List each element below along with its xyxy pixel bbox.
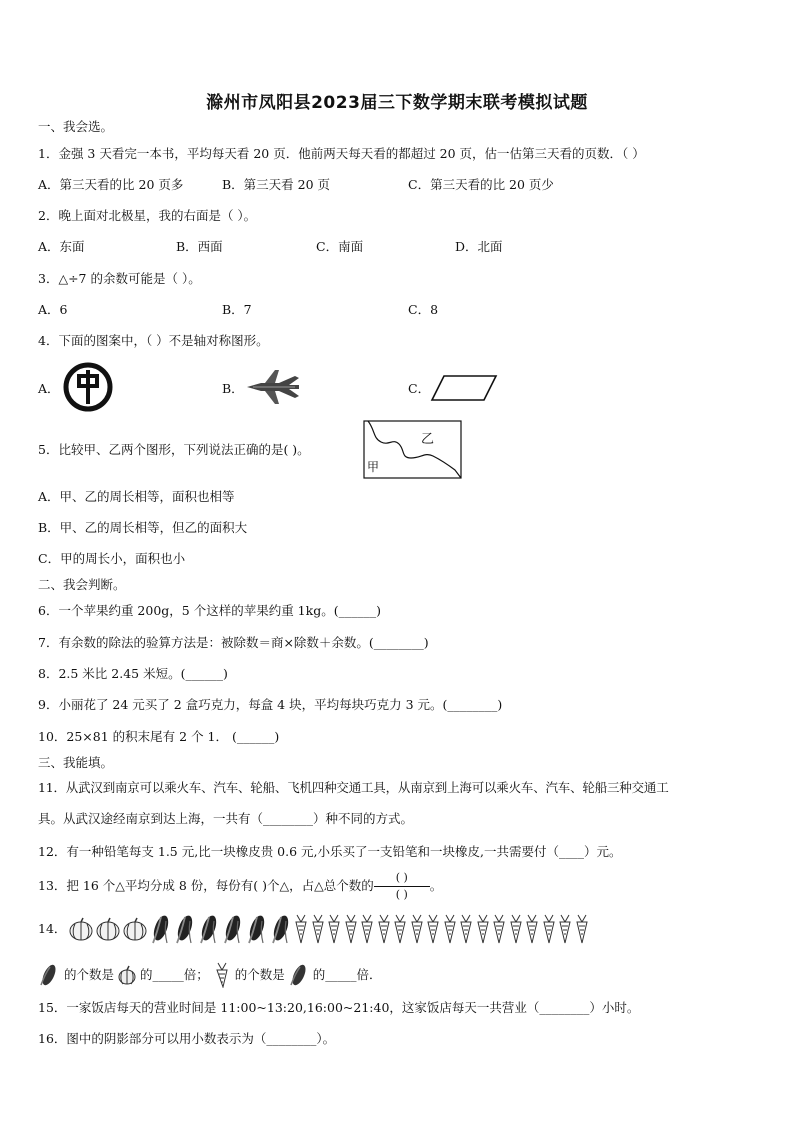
question-9: 9．小丽花了 24 元买了 2 盒巧克力，每盒 4 块，平均每块巧克力 3 元。(________) [38, 697, 503, 712]
section-heading: 一、我会选。 [38, 119, 114, 134]
option-b: B． [222, 381, 244, 396]
question-13 [38, 870, 442, 902]
carrot-icon [326, 914, 342, 944]
section-heading: 二、我会判断。 [38, 577, 126, 592]
section-heading: 三、我能填。 [38, 755, 114, 770]
question-3: 3．△÷7 的余数可能是（ ）。 [38, 271, 201, 286]
carrot-icon [359, 914, 375, 944]
question-11-line-2: 具。从武汉途经南京到达上海，一共有（________）种不同的方式。 [38, 811, 414, 826]
question-15: 15．一家饭店每天的营业时间是 11:00~13:20,16:00~21:40，这家饭店每天一共营业（________）小时。 [38, 1000, 640, 1015]
pumpkin-icon [68, 917, 94, 941]
corn-icon [38, 963, 60, 987]
question-10: 10．25×81 的积末尾有 2 个 1． (______) [38, 729, 280, 744]
option-a: A．东面 [38, 239, 85, 254]
option-a: A．甲、乙的周长相等，面积也相等 [38, 489, 235, 504]
corn-icon [269, 913, 293, 945]
question-7: 7．有余数的除法的验算方法是：被除数＝商×除数＋余数。(________) [38, 635, 429, 650]
corn-icon [221, 913, 245, 945]
option-c: C．第三天看的比 20 页少 [408, 177, 554, 192]
question-13-text: 13．把 16 个△平均分成 8 份，每份有( )个△，占△总个数的 [38, 878, 374, 893]
option-b: B．西面 [176, 239, 223, 254]
carrot-icon [409, 914, 425, 944]
carrot-icon [508, 914, 524, 944]
question-1: 1．金强 3 天看完一本书，平均每天看 20 页．他前两天每天看的都超过 20 页，估一估第三天看的页数．（ ） [38, 146, 645, 161]
carrot-icon [392, 914, 408, 944]
q14-icon-row [68, 913, 590, 945]
option-b: B．甲、乙的周长相等，但乙的面积大 [38, 520, 248, 535]
carrot-icon [491, 914, 507, 944]
carrot-icon [557, 914, 573, 944]
option-a: A．6 [38, 302, 68, 317]
question-14: 14． [38, 921, 67, 936]
question-12: 12．有一种铅笔每支 1.5 元,比一块橡皮贵 0.6 元,小乐买了一支铅笔和一块橡皮,一共需要付（____）元。 [38, 844, 622, 859]
shape-figure [363, 420, 463, 480]
option-a: A． [38, 381, 60, 396]
carrot-icon [293, 914, 309, 944]
carrot-icon [376, 914, 392, 944]
carrot-icon [425, 914, 441, 944]
corn-icon [245, 913, 269, 945]
option-b: B．第三天看 20 页 [222, 177, 331, 192]
question-8: 8．2.5 米比 2.45 米短。(______) [38, 666, 228, 681]
question-11-line-1: 11．从武汉到南京可以乘火车、汽车、轮船、飞机四种交通工具，从南京到上海可以乘火车、汽车、轮船三种交通工 [38, 780, 669, 795]
corn-icon [288, 963, 310, 987]
fraction-denominator: ( ) [395, 888, 408, 901]
option-a: A．第三天看的比 20 页多 [38, 177, 184, 192]
option-d: D．北面 [455, 239, 503, 254]
carrot-icon [475, 914, 491, 944]
carrot-icon [574, 914, 590, 944]
parallelogram-icon [430, 374, 500, 402]
fraction-blank [374, 871, 430, 902]
question-14-blanks [38, 962, 382, 988]
q14-text-2: 的_____倍； [140, 967, 209, 982]
pumpkin-icon [117, 965, 137, 985]
carrot-icon [458, 914, 474, 944]
option-b: B．7 [222, 302, 252, 317]
carrot-icon [541, 914, 557, 944]
carrot-icon [524, 914, 540, 944]
question-5: 5．比较甲、乙两个图形，下列说法正确的是( )。 [38, 442, 310, 457]
q14-text-3: 的个数是 [234, 967, 285, 982]
pumpkin-icon [122, 917, 148, 941]
question-16: 16．图中的阴影部分可以用小数表示为（________）。 [38, 1031, 336, 1046]
carrot-icon [310, 914, 326, 944]
question-6: 6．一个苹果约重 200g，5 个这样的苹果约重 1kg。(______) [38, 603, 381, 618]
option-c: C．甲的周长小，面积也小 [38, 551, 186, 566]
bank-logo-icon [62, 361, 114, 413]
question-13-end: 。 [429, 878, 443, 893]
option-c: C．8 [408, 302, 439, 317]
shape-label-yi: 乙 [421, 432, 435, 447]
airplane-icon [245, 368, 301, 406]
shape-label-jia: 甲 [367, 460, 380, 474]
fraction-numerator: ( ) [395, 871, 408, 884]
page-title: 滁州市凤阳县2023届三下数学期末联考模拟试题 [206, 93, 588, 113]
q14-text-1: 的个数是 [64, 967, 115, 982]
corn-icon [149, 913, 173, 945]
question-2: 2．晚上面对北极星，我的右面是（ ）。 [38, 208, 257, 223]
q14-text-4: 的_____倍． [312, 967, 382, 982]
option-c: C． [408, 381, 431, 396]
pumpkin-icon [95, 917, 121, 941]
question-4: 4．下面的图案中，（ ）不是轴对称图形。 [38, 333, 269, 348]
carrot-icon [442, 914, 458, 944]
carrot-icon [343, 914, 359, 944]
carrot-icon [213, 962, 231, 988]
corn-icon [173, 913, 197, 945]
corn-icon [197, 913, 221, 945]
option-c: C．南面 [316, 239, 364, 254]
